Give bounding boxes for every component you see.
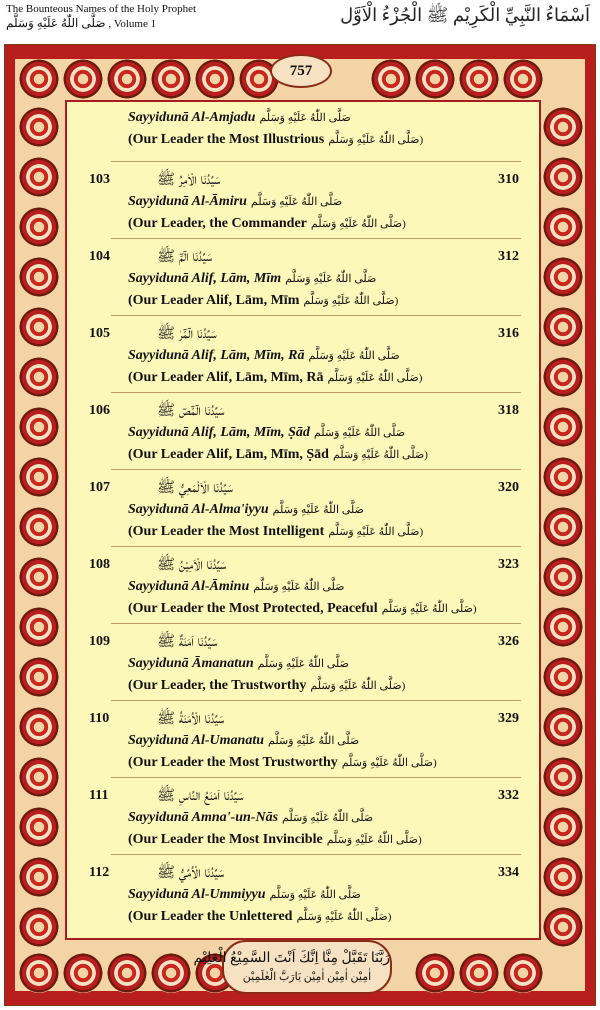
floral-medallion xyxy=(503,59,543,99)
salawat-inline: صَلَّى اللّٰهُ عَلَيْهِ وَسَلَّم xyxy=(259,112,351,124)
salawat-close: صَلَّى اللّٰهُ عَلَيْهِ وَسَلَّم) xyxy=(328,134,424,146)
entry-transliteration xyxy=(128,656,349,672)
header-calligraphy: اَسْمَاءُ النَّبِيِّ الْكَرِيْم ﷺ الْجُزْءُ الْاَوَّل xyxy=(340,5,590,25)
entry-meaning xyxy=(128,601,477,617)
entry-transliteration xyxy=(128,271,376,287)
entry-page-ref: 329 xyxy=(498,711,519,726)
floral-medallion xyxy=(543,507,583,547)
salawat-close: صَلَّى اللّٰهُ عَلَيْهِ وَسَلَّم) xyxy=(296,911,392,923)
floral-medallion xyxy=(19,953,59,993)
meaning-text: (Our Leader the Most Illustrious xyxy=(128,132,325,147)
floral-medallion xyxy=(415,953,455,993)
floral-medallion xyxy=(543,107,583,147)
salawat-close: صَلَّى اللّٰهُ عَلَيْهِ وَسَلَّم) xyxy=(381,603,477,615)
floral-medallion xyxy=(543,407,583,447)
transliteration-text: Sayyidunā Al-Ummiyyu xyxy=(128,887,266,902)
salawat-inline: صَلَّى اللّٰهُ عَلَيْهِ وَسَلَّم xyxy=(282,812,374,824)
salawat-close: صَلَّى اللّٰهُ عَلَيْهِ وَسَلَّم) xyxy=(310,680,406,692)
entry-transliteration xyxy=(128,348,400,364)
entry-page-ref: 334 xyxy=(498,865,519,880)
floral-medallion xyxy=(19,157,59,197)
entry-page-ref: 332 xyxy=(498,788,519,803)
entry-number: 112 xyxy=(89,865,110,880)
entry-page-ref: 310 xyxy=(498,172,519,187)
entry-divider xyxy=(111,777,521,778)
entry-transliteration xyxy=(128,733,359,749)
floral-medallion xyxy=(19,207,59,247)
floral-medallion xyxy=(543,707,583,747)
entry-number: 107 xyxy=(89,480,110,495)
meaning-text: (Our Leader the Most Protected, Peaceful xyxy=(128,601,378,616)
salawat-inline: صَلَّى اللّٰهُ عَلَيْهِ وَسَلَّم xyxy=(250,196,343,208)
transliteration-text: Sayyidunā Al-Umanatu xyxy=(128,733,265,748)
transliteration-text: Sayyidunā Alif, Lām, Mīm, Rā xyxy=(128,348,305,363)
salawat-inline: صَلَّى اللّٰهُ عَلَيْهِ وَسَلَّم xyxy=(253,581,345,593)
transliteration-text: Sayyidunā Amna'-un-Nās xyxy=(128,810,279,825)
entry-transliteration xyxy=(128,502,364,518)
entry-number: 103 xyxy=(89,172,110,187)
floral-medallion xyxy=(19,107,59,147)
meaning-text: (Our Leader Alif, Lām, Mīm xyxy=(128,293,300,308)
entry-transliteration xyxy=(128,425,405,441)
floral-medallion xyxy=(19,357,59,397)
entry-divider xyxy=(111,238,521,239)
floral-medallion xyxy=(459,59,499,99)
floral-medallion xyxy=(195,59,235,99)
transliteration-text: Sayyidunā Al-Amjadu xyxy=(128,110,256,125)
page-number-cartouche xyxy=(270,54,332,88)
floral-medallion xyxy=(19,557,59,597)
entry-arabic-name: سَيِّدُنَا الٓمّٓصٓ ﷺ xyxy=(157,403,225,419)
entry-arabic-name: سَيِّدُنَا الٓمّٓ ﷺ xyxy=(157,249,213,265)
entry-meaning xyxy=(128,370,422,386)
entry-divider xyxy=(111,315,521,316)
floral-medallion xyxy=(19,907,59,947)
entry-page-ref: 326 xyxy=(498,634,519,649)
meaning-text: (Our Leader the Most Intelligent xyxy=(128,524,325,539)
entry-page-ref: 312 xyxy=(498,249,519,264)
floral-medallion xyxy=(63,59,103,99)
floral-medallion xyxy=(107,59,147,99)
entry-meaning xyxy=(128,678,405,694)
entry-meaning xyxy=(128,447,428,463)
salawat-close: صَلَّى اللّٰهُ عَلَيْهِ وَسَلَّم) xyxy=(310,218,406,230)
entry-number: 109 xyxy=(89,634,110,649)
transliteration-text: Sayyidunā Al-Alma'iyyu xyxy=(128,502,269,517)
entry-divider xyxy=(111,623,521,624)
entry-meaning xyxy=(128,832,422,848)
floral-medallion xyxy=(19,407,59,447)
entry-divider xyxy=(111,546,521,547)
entry-transliteration xyxy=(128,110,351,126)
entry-page-ref: 320 xyxy=(498,480,519,495)
transliteration-text: Sayyidunā Āmanatun xyxy=(128,656,254,671)
entry-divider xyxy=(111,161,521,162)
transliteration-text: Sayyidunā Al-Āminu xyxy=(128,579,250,594)
floral-medallion xyxy=(459,953,499,993)
entry-divider xyxy=(111,854,521,855)
floral-medallion xyxy=(19,457,59,497)
salawat-inline: صَلَّى اللّٰهُ عَلَيْهِ وَسَلَّم xyxy=(313,427,406,439)
entry-transliteration xyxy=(128,810,373,826)
meaning-text: (Our Leader Alif, Lām, Mīm, Ṣād xyxy=(128,447,329,462)
entry-meaning xyxy=(128,909,391,925)
floral-medallion xyxy=(371,59,411,99)
floral-medallion xyxy=(151,953,191,993)
entry-arabic-name: سَيِّدُنَا اَمَنَةٌ ﷺ xyxy=(157,634,218,650)
floral-medallion xyxy=(415,59,455,99)
floral-medallion xyxy=(19,257,59,297)
entry-arabic-name: سَيِّدُنَا اَمْنَعُ النَّاسِ ﷺ xyxy=(157,788,244,804)
salawat-close: صَلَّى اللّٰهُ عَلَيْهِ وَسَلَّم) xyxy=(303,295,399,307)
salawat-calligraphy: صَلَّى اللّٰهُ عَلَيْهِ وَسَلَّم xyxy=(6,16,106,30)
transliteration-text: Sayyidunā Alif, Lām, Mīm xyxy=(128,271,282,286)
entry-number: 110 xyxy=(89,711,110,726)
dua-cartouche xyxy=(193,940,392,994)
entry-meaning xyxy=(128,755,437,771)
page-header xyxy=(0,0,600,44)
page-number: 757 xyxy=(289,63,313,79)
entry-arabic-name: سَيِّدُنَا الْاُمَنَةُ ﷺ xyxy=(157,711,225,727)
meaning-text: (Our Leader, the Trustworthy xyxy=(128,678,307,693)
book-title: The Bounteous Names of the Holy Prophet xyxy=(6,3,197,15)
meaning-text: (Our Leader the Most Trustworthy xyxy=(128,755,338,770)
entry-page-ref: 316 xyxy=(498,326,519,341)
floral-medallion xyxy=(543,157,583,197)
salawat-inline: صَلَّى اللّٰهُ عَلَيْهِ وَسَلَّم xyxy=(269,889,361,901)
entry-number: 105 xyxy=(89,326,110,341)
floral-medallion xyxy=(543,207,583,247)
salawat-inline: صَلَّى اللّٰهُ عَلَيْهِ وَسَلَّم xyxy=(272,504,364,516)
entry-number: 106 xyxy=(89,403,110,418)
floral-medallion xyxy=(19,307,59,347)
floral-medallion xyxy=(503,953,543,993)
floral-medallion xyxy=(19,59,59,99)
floral-medallion xyxy=(543,857,583,897)
transliteration-text: Sayyidunā Alif, Lām, Mīm, Ṣād xyxy=(128,425,310,440)
entry-arabic-name: سَيِّدُنَا الْاَمِيْنُ ﷺ xyxy=(157,557,227,573)
entry-page-ref: 323 xyxy=(498,557,519,572)
salawat-inline: صَلَّى اللّٰهُ عَلَيْهِ وَسَلَّم xyxy=(257,658,349,670)
volume-label: , Volume 1 xyxy=(108,18,157,30)
entry-divider xyxy=(111,700,521,701)
floral-medallion xyxy=(543,457,583,497)
salawat-close: صَلَّى اللّٰهُ عَلَيْهِ وَسَلَّم) xyxy=(326,834,422,846)
floral-medallion xyxy=(543,607,583,647)
entry-meaning xyxy=(128,132,423,148)
salawat-inline: صَلَّى اللّٰهُ عَلَيْهِ وَسَلَّم xyxy=(285,273,377,285)
frame-right-band xyxy=(585,45,595,1005)
entry-meaning xyxy=(128,524,423,540)
dua-line-2: اٰمِيْن اٰمِيْن اٰمِيْن يَارَبَّ الْعٰلَمِيْن xyxy=(242,971,372,983)
floral-medallion xyxy=(19,507,59,547)
entry-meaning xyxy=(128,216,406,232)
entry-divider xyxy=(111,392,521,393)
salawat-inline: صَلَّى اللّٰهُ عَلَيْهِ وَسَلَّم xyxy=(268,735,360,747)
dua-line-1: رَبَّنَا تَقَبَّلْ مِنَّا اِنَّكَ اَنْتَ السَّمِيْعُ الْعَلِيْم xyxy=(193,951,390,966)
content-panel xyxy=(65,100,541,940)
entry-meaning xyxy=(128,293,398,309)
salawat-inline: صَلَّى اللّٰهُ عَلَيْهِ وَسَلَّم xyxy=(308,350,400,362)
entry-arabic-name: سَيِّدُنَا الٓمّٓرٰ ﷺ xyxy=(157,326,217,342)
floral-medallion xyxy=(543,557,583,597)
floral-medallion xyxy=(543,807,583,847)
floral-medallion xyxy=(19,857,59,897)
floral-medallion xyxy=(543,357,583,397)
floral-medallion xyxy=(19,707,59,747)
entry-divider xyxy=(111,469,521,470)
salawat-close: صَلَّى اللّٰهُ عَلَيْهِ وَسَلَّم) xyxy=(341,757,437,769)
floral-medallion xyxy=(63,953,103,993)
entry-page-ref: 318 xyxy=(498,403,519,418)
entry-transliteration xyxy=(128,887,361,903)
floral-medallion xyxy=(543,657,583,697)
floral-medallion xyxy=(543,757,583,797)
entry-arabic-name: سَيِّدُنَا الْاَلْمَعِيُّ ﷺ xyxy=(157,480,233,496)
meaning-text: (Our Leader, the Commander xyxy=(128,216,307,231)
book-subtitle xyxy=(6,17,156,31)
floral-medallion xyxy=(19,607,59,647)
entry-number: 108 xyxy=(89,557,110,572)
salawat-close: صَلَّى اللّٰهُ عَلَيْهِ وَسَلَّم) xyxy=(332,449,428,461)
floral-medallion xyxy=(543,907,583,947)
salawat-close: صَلَّى اللّٰهُ عَلَيْهِ وَسَلَّم) xyxy=(327,372,423,384)
floral-medallion xyxy=(19,657,59,697)
floral-medallion xyxy=(107,953,147,993)
entry-arabic-name: سَيِّدُنَا الْاٰمِرُ ﷺ xyxy=(157,172,221,188)
frame-left-band xyxy=(5,45,15,1005)
entry-number: 104 xyxy=(89,249,110,264)
meaning-text: (Our Leader the Most Invincible xyxy=(128,832,323,847)
entry-arabic-name: سَيِّدُنَا الْاُمِّيُّ ﷺ xyxy=(157,865,225,881)
entry-number: 111 xyxy=(89,788,109,803)
meaning-text: (Our Leader the Unlettered xyxy=(128,909,293,924)
floral-medallion xyxy=(543,307,583,347)
entry-transliteration xyxy=(128,579,345,595)
transliteration-text: Sayyidunā Al-Āmiru xyxy=(128,194,247,209)
entry-transliteration xyxy=(128,194,342,210)
floral-medallion xyxy=(543,257,583,297)
meaning-text: (Our Leader Alif, Lām, Mīm, Rā xyxy=(128,370,324,385)
floral-medallion xyxy=(19,757,59,797)
floral-medallion xyxy=(19,807,59,847)
floral-medallion xyxy=(151,59,191,99)
salawat-close: صَلَّى اللّٰهُ عَلَيْهِ وَسَلَّم) xyxy=(328,526,424,538)
